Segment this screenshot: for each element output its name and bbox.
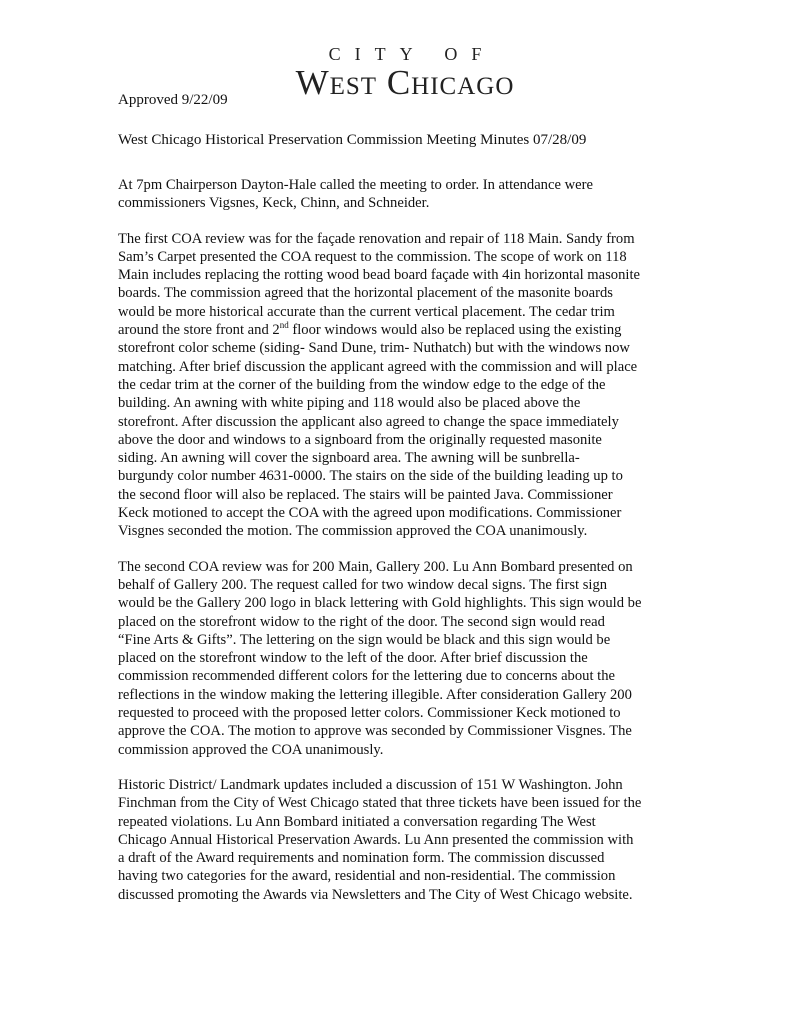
paragraph-historic-district xyxy=(118,776,688,904)
text-line: Chicago Annual Historical Preservation Awards. Lu Ann presented the commission with xyxy=(118,831,634,848)
text-line: burgundy color number 4631-0000. The stairs on the side of the building leading up to xyxy=(118,468,623,485)
text-line: building. An awning with white piping and 118 would also be placed above the xyxy=(118,395,581,412)
paragraph-call-to-order xyxy=(118,176,688,213)
text-line xyxy=(118,321,688,339)
text-line: commission recommended different colors for the lettering due to concerns about the xyxy=(118,668,615,685)
text-line: “Fine Arts & Gifts”. The lettering on the sign would be black and this sign would be xyxy=(118,631,611,648)
text-line: placed on the storefront window to the left of the door. After brief discussion the xyxy=(118,650,588,667)
text-line: a draft of the Award requirements and nomination form. The commission discussed xyxy=(118,850,605,867)
city-logo xyxy=(270,44,540,102)
text-line: above the door and windows to a signboard from the originally requested masonite xyxy=(118,431,602,448)
minutes-body xyxy=(118,176,688,921)
text-line: storefront color scheme (siding- Sand Dune, trim- Nuthatch) but with the windows now xyxy=(118,340,630,357)
text-line: the cedar trim at the corner of the building from the window edge to the edge of the xyxy=(118,376,606,393)
text-line: boards. The commission agreed that the horizontal placement of the masonite boards xyxy=(118,285,613,302)
text-line: At 7pm Chairperson Dayton-Hale called the meeting to order. In attendance were xyxy=(118,177,593,193)
text-line: approve the COA. The motion to approve was seconded by Commissioner Visgnes. The xyxy=(118,723,632,740)
document-title: West Chicago Historical Preservation Commission Meeting Minutes 07/28/09 xyxy=(118,132,587,148)
text-line: having two categories for the award, residential and non-residential. The commission xyxy=(118,868,616,885)
approval-date: Approved 9/22/09 xyxy=(118,92,228,108)
text-line: commissioners Vigsnes, Keck, Chinn, and Schneider. xyxy=(118,195,430,212)
text-line: Sam’s Carpet presented the COA request to the commission. The scope of work on 118 xyxy=(118,248,627,265)
text-line: placed on the storefront widow to the right of the door. The second sign would read xyxy=(118,613,605,630)
paragraph-second-coa xyxy=(118,558,688,759)
text-line: The second COA review was for 200 Main, Gallery 200. Lu Ann Bombard presented on xyxy=(118,558,633,575)
text-line: would be the Gallery 200 logo in black lettering with Gold highlights. This sign would be xyxy=(118,595,642,612)
text-line: the second floor will also be replaced. The stairs will be painted Java. Commissioner xyxy=(118,486,613,503)
text-line: would be more historical accurate than the current vertical placement. The cedar trim xyxy=(118,303,615,320)
logo-city-of-text: CITY OF xyxy=(328,44,496,64)
text-line: siding. An awning will cover the signboard area. The awning will be sunbrella- xyxy=(118,450,580,467)
text-line: Main includes replacing the rotting wood bead board façade with 4in horizontal masonite xyxy=(118,267,640,284)
text-line: behalf of Gallery 200. The request called for two window decal signs. The first sign xyxy=(118,576,608,593)
text-line: Keck motioned to accept the COA with the agreed upon modifications. Commissioner xyxy=(118,505,622,522)
text-line: matching. After brief discussion the applicant agreed with the commission and will place xyxy=(118,358,638,375)
text-line: The first COA review was for the façade renovation and repair of 118 Main. Sandy from xyxy=(118,230,635,247)
text-line-end: floor windows would also be replaced using the existing xyxy=(288,322,622,339)
logo-west-chicago-text: West Chicago xyxy=(295,63,515,102)
superscript-nd: nd xyxy=(279,320,289,331)
text-line: Historic District/ Landmark updates included a discussion of 151 W Washington. John xyxy=(118,776,623,793)
text-line: reflections in the window making the lettering illegible. After consideration Gallery 200 xyxy=(118,686,632,703)
text-line: Finchman from the City of West Chicago stated that three tickets have been issued for the xyxy=(118,795,642,812)
paragraph-first-coa xyxy=(118,230,688,541)
text-line: requested to proceed with the proposed letter colors. Commissioner Keck motioned to xyxy=(118,705,621,722)
text-line: storefront. After discussion the applicant also agreed to change the space immediately xyxy=(118,413,619,430)
text-line: discussed promoting the Awards via Newsletters and The City of West Chicago website. xyxy=(118,886,633,903)
text-line: Visgnes seconded the motion. The commission approved the COA unanimously. xyxy=(118,523,588,540)
text-line: repeated violations. Lu Ann Bombard initiated a conversation regarding The West xyxy=(118,813,596,830)
text-line: commission approved the COA unanimously. xyxy=(118,741,384,758)
text-line-start: around the store front and 2 xyxy=(118,322,280,339)
